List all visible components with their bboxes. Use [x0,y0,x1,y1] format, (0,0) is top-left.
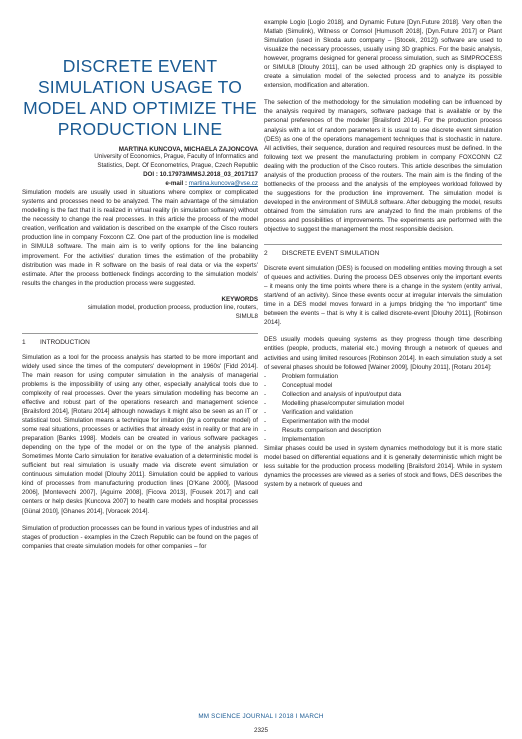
section-1-heading [22,339,258,346]
page-number: 2325 [253,727,268,734]
list-item-text: Experimentation with the model [282,417,370,425]
phases-list [264,372,502,444]
list-marker: - [264,417,267,425]
list-marker: - [264,372,267,380]
section-divider [22,333,258,334]
right-column [264,18,502,497]
keywords-line-2: SIMUL8 [235,312,258,320]
affiliation-line-2: Statistics, Dept. Of Econometrics, Prague, Czech Republic [97,161,258,169]
list-item-text: Modelling phase/computer simulation model [282,399,404,407]
list-marker: - [264,381,267,389]
intro-paragraph-1: Simulation as a tool for the process analysis has started to be more important and widely used since the times of the computers' development in 1960s' [Fidd 2014]. The main reason for using computer simulation in the analysis of managerial problems is the impossibility of using any other, especially analytical tools due to complexity of real processes. Over the years simulation modelling has become an effective and robust part of the operations research and management science [Brailsford 2014], [Rotaru 2014] although nowadays it might also be seen as an IT or statistical tool. Simulation means a technique for imitation (by a computer model) of some real situations, processes or activities that already exist in reality or that are in preparation [Banks 1998]. Models can be created in various software packages depending on the type of the model or on the type of the analysis planned. Sometimes Monte Carlo simulation for iterative evaluation of a deterministic model is sufficient but real simulation is usually made via discrete event simulation or continuous simulation model [Dlouhy 2011]. Simulation could be applied to various kind of processes from manufacturing production lines [O'Kane 2000], [Masood 2006], [Montevechi 2007], [Aguirre 2008], [Ficova 2013], [Fousek 2017] and call centers or help desks [Kuncova 2007] to health care models and hospital processes [Günal 2010], [Ghanes 2014], [Voracek 2014]. [22,353,258,515]
list-item [264,372,502,381]
section-2-number: 2 [264,250,268,258]
des-paragraph-3: Similar phases could be used in system dynamics methodology but it is more static model based on differential equations and it is generally deterministic which might be less suitable for the production process modelling [Brailsford 2014]. While in system dynamics the processes are viewed as a series of stock and flows, DES describes the system by a network of queues and [264,444,502,489]
keywords-heading: KEYWORDS [221,295,258,303]
list-marker: - [264,399,267,407]
intro-paragraph-4: The selection of the methodology for the simulation modelling can be influenced by the analysis required by managers, software package that is available or by the personal preferences of the modeler [Brailsford 2014]. For the production process analysis with a lot of random parameters it is usual to use discrete event simulation (DES) as one of the operations management techniques that is stochastic in nature. All activities, their sequence, duration and required resources must be defined. In the following text we present the manufacturing problem in company FOXCONN CZ dealing with the production of the Cisco routers. This article describes the simulation analysis of the production process of the routers. The main aim is the finding of the bottlenecks of the process and the analysis of the employees workload followed by the suggestions for the production line improvement. The simulation model is developed in the environment of SIMUL8 software. After debugging the model, results obtained from the simulation runs are analyzed to find the main problems of the process and possibilities of improvements. The experiments are performed with the objective to suggest the management the most responsible decision. [264,99,502,234]
list-item-text: Verification and validation [282,408,353,416]
email-line [22,180,258,187]
doi: DOI : 10.17973/MMSJ.2018_03_2017117 [143,171,258,179]
email-link[interactable]: martina.kuncova@vse.cz [188,180,258,188]
list-item [264,417,502,426]
section-1-title: INTRODUCTION [40,338,90,346]
des-paragraph-1: Discrete event simulation (DES) is focused on modelling entities moving through a set of queues and activities. During the process DES observes only the important events – it means only the time points where there is a change in the system (entity arrival, start/end of an activity). Since these events occur at irregular intervals the simulation time in a DES model moves forward in a jumps bridging the “no important” time between the events – that is why it is called discrete-event [Dlouhy 2011], [Robinson 2014]. [264,265,502,327]
list-item-text: Problem formulation [282,372,338,380]
left-column [22,44,258,559]
list-item-text: Results comparison and description [282,426,382,434]
list-item [264,408,502,417]
list-item-text: Conceptual model [282,381,333,389]
intro-paragraph-3: example Logio [Logio 2018], and Dynamic Future [Dyn.Future 2018]. Very often the Matlab (Simulink), Witness or Comsol [Humusoft 2018], [Dyn.Future 2017] or Plant Simulation (used in Skoda auto company – [Stocek, 2012]) software are used to visualize the necessary processes, usually using 3D graphics. For the basic analysis, however, programs designed for general process simulation, such as SIMPROCESS or SIMUL8 [Dlouhy 2011], can be used although 2D graphics only is displayed to create a simulation model of the selected process and to analyze its possible extension, modification and alteration. [264,19,502,90]
authors: MARTINA KUNCOVA, MICHAELA ZAJONCOVA [118,146,258,153]
list-item-text: Implementation [282,435,325,443]
section-2-title: DISCRETE EVENT SIMULATION [282,250,380,258]
email-label: e-mail : [165,180,189,188]
section-divider-2 [264,244,502,245]
list-marker: - [264,435,267,443]
des-paragraph-2: DES usually models queuing systems as they progress though time describing entities (people, products, material etc.) moving through a network of queues and activities and using limited resources [Robinson 2014]. In each simulation study a set of several phases should be followed [Wainer 2009], [Dlouhy 2011], [Rotaru 2014]: [264,336,502,371]
affiliation-line-1: University of Economics, Prague, Faculty of Informatics and [94,153,258,160]
list-item [264,435,502,444]
list-item-text: Collection and analysis of input/output data [282,390,402,398]
abstract: Simulation models are usually used in situations where complex or complicated systems and processes need to be analyzed. The main advantage of the simulation modelling is the fact that it is realized in virtual reality (in simulation software) without the necessity to change the real processes. In this article the process of the model creation, verification and validation is described on the example of the Cisco routers production line in company Foxconn CZ. One part of the production line is modelled in SIMUL8 software. The main aim is to verify options for the line balancing improvement. For the activities' duration times the estimation of the probability distribution was made in R software on the basis of real data or via the experts' estimate. After the process bottleneck findings according to the simulation models' results the changes in the production process were suggested. [22,189,258,287]
list-marker: - [264,426,267,434]
journal-footer: MM SCIENCE JOURNAL I 2018 I MARCH [198,713,324,720]
list-marker: - [264,390,267,398]
list-item [264,426,502,435]
list-item [264,399,502,408]
section-1-number: 1 [22,338,26,346]
section-2-heading [264,250,502,257]
list-item [264,381,502,390]
paper-title: DISCRETE EVENT SIMULATION USAGE TO MODEL AND OPTIMIZE THE PRODUCTION LINE [23,56,257,139]
list-marker: - [264,408,267,416]
list-item [264,390,502,399]
keywords-line-1: simulation model, production process, production line, routers, [87,303,258,311]
intro-paragraph-2: Simulation of production processes can be found in various types of industries and all stages of production - examples in the Czech Republic can be found on the pages of companies that create simulation models for other companies – for [22,524,258,550]
